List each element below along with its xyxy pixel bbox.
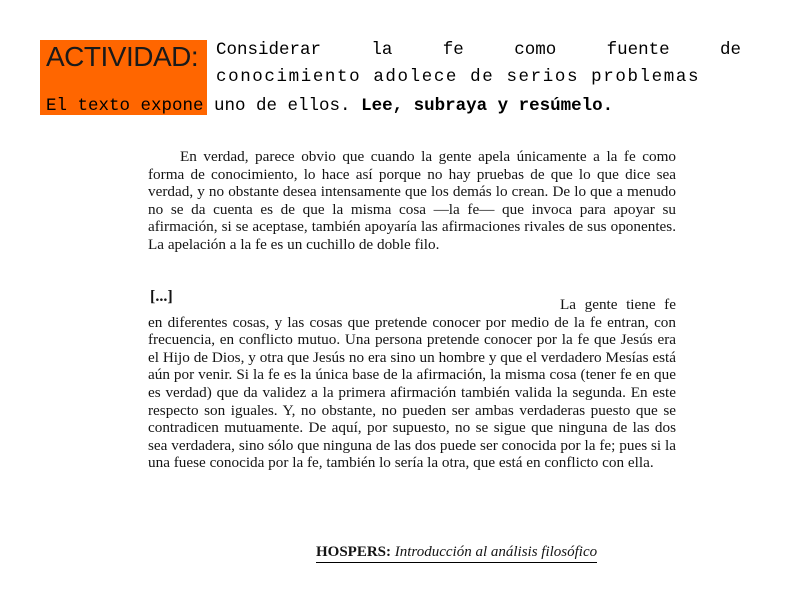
scanned-excerpt [144, 140, 678, 570]
excerpt-paragraph-1: En verdad, parece obvio que cuando la gente apela únicamente a la fe como forma de conocimiento, lo hace así porque no hay pruebas de que lo que dice sea verdad, y no obstante desea intensamente que los demás lo crean. De lo que a menudo no se da cuenta es de que la misma cosa —la fe— que invoca para apoyar su afirmación, si se aceptase, también apoyaría las afirmaciones rivales de sus oponentes. La apelación a la fe es un cuchillo de doble filo. [148, 148, 676, 253]
source-title: Introducción al análisis filosófico [394, 544, 598, 560]
activity-badge-label: ACTIVIDAD: [46, 41, 199, 72]
instruction-word: fe [442, 40, 464, 60]
instruction-word: de [719, 40, 741, 60]
instruction-line-2: conocimiento adolece de serios problemas [216, 67, 701, 87]
excerpt-paragraph-2: La gente tiene fe en diferentes cosas, y las cosas que pretende conocer por medio de la fe entran, con frecuencia, en conflicto mutuo. Una persona pretende conocer por la fe que Jesús era el Hijo de Dios, y otra que Jesús no era sino un hombre y que el verdadero Mesías está aún por venir. Si la fe es la única base de la afirmación, la misma cosa (tener fe en que es verdad) que da validez a la primera afirmación también valida la segunda. En este respecto son iguales. Y, no obstante, no pueden ser ambas verdaderas puesto que se contradicen mutuamente. De aquí, por supuesto, no se sigue que ninguna de las dos sea verdadera, sino sólo que ninguna de las dos puede ser conocida por la fe; pues si la una fuese conocida por la fe, también lo sería la otra, que está en conflicto con ella. [148, 296, 676, 472]
instruction-line-1 [216, 40, 741, 60]
instruction-word: Considerar [216, 40, 322, 60]
source-citation [316, 544, 597, 563]
instruction-word: fuente [606, 40, 670, 60]
instruction-statement: El texto expone uno de ellos. [46, 96, 351, 116]
instruction-word: como [514, 40, 557, 60]
source-author: HOSPERS: [316, 544, 392, 560]
instruction-line-3 [46, 96, 613, 116]
instruction-task: Lee, subraya y resúmelo. [361, 96, 614, 116]
instruction-word: la [371, 40, 393, 60]
omission-marker: [...] [150, 288, 173, 305]
